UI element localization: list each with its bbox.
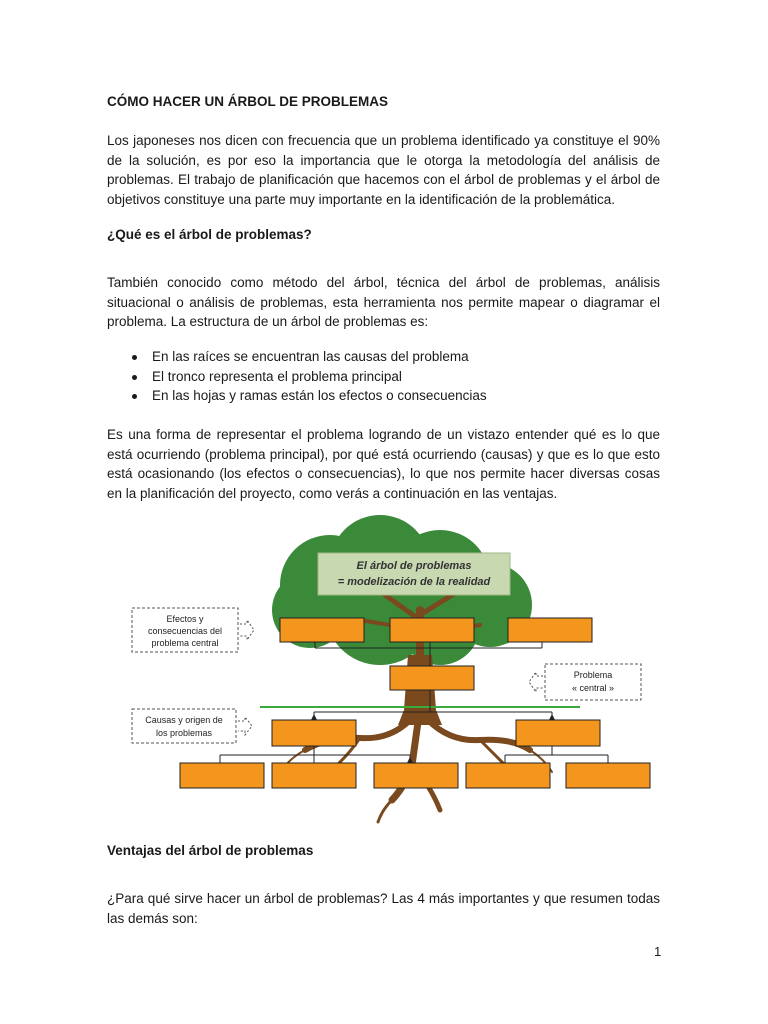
label-central-problem	[529, 664, 641, 700]
label-effects-line3: problema central	[151, 638, 219, 648]
root-cause-box-4	[466, 763, 550, 788]
label-causes-line2: los problemas	[155, 728, 213, 738]
effect-box-1	[280, 618, 364, 642]
page-number: 1	[654, 944, 662, 959]
problem-tree-figure	[120, 510, 660, 830]
cause-box-1	[272, 720, 356, 746]
central-problem-box	[390, 666, 474, 690]
root-cause-box-2	[272, 763, 356, 788]
root-cause-box-3	[374, 763, 458, 788]
banner-title: El árbol de problemas	[356, 560, 472, 572]
label-effects	[132, 608, 254, 652]
label-problem-line2: « central »	[571, 683, 615, 693]
label-causes-line1: Causas y origen de	[145, 715, 223, 725]
effect-box-2	[390, 618, 474, 642]
cause-box-2	[516, 720, 600, 746]
section-heading-ventajas: Ventajas del árbol de problemas	[107, 843, 314, 858]
root-cause-box-1	[180, 763, 264, 788]
root-cause-box-5	[566, 763, 650, 788]
bullet-item-roots: En las raíces se encuentran las causas del problema	[107, 347, 487, 367]
label-effects-line2: consecuencias del	[147, 626, 223, 636]
explanation-paragraph: Es una forma de representar el problema logrando de un vistazo entender qué es lo que está ocurriendo (problema principal), por qué está ocurriendo (causas) y que es lo que esto está ocasionando (los efectos o consecuencias), lo que nos permite hacer diversas cosas en la planificación del proyecto, como verás a continuación en las ventajas.	[107, 427, 660, 501]
document-title: CÓMO HACER UN ÁRBOL DE PROBLEMAS	[107, 94, 389, 109]
section-heading-que-es: ¿Qué es el árbol de problemas?	[107, 227, 312, 242]
label-causes	[132, 709, 252, 743]
label-problem-line1: Problema	[573, 670, 613, 680]
label-effects-line1: Efectos y	[166, 614, 204, 624]
ventajas-paragraph: ¿Para qué sirve hacer un árbol de problemas? Las 4 más importantes y que resumen todas las demás son:	[107, 891, 660, 926]
bullet-item-leaves: En las hojas y ramas están los efectos o consecuencias	[107, 386, 487, 406]
bullet-item-trunk: El tronco representa el problema principal	[107, 367, 487, 387]
intro-paragraph: Los japoneses nos dicen con frecuencia que un problema identificado ya constituye el 90% de la solución, es por eso la importancia que le otorga la metodología del análisis de problemas. El trabajo de planificación que hacemos con el árbol de problemas y el árbol de objetivos constituye una parte muy importante en la identificación de la problemática.	[107, 133, 660, 207]
banner-subtitle: = modelización de la realidad	[337, 576, 491, 588]
structure-bullet-list	[107, 347, 487, 406]
effect-box-3	[508, 618, 592, 642]
definition-paragraph: También conocido como método del árbol, técnica del árbol de problemas, análisis situacional o análisis de problemas, esta herramienta nos permite mapear o diagramar el problema. La estructura de un árbol de problemas es:	[107, 275, 660, 329]
